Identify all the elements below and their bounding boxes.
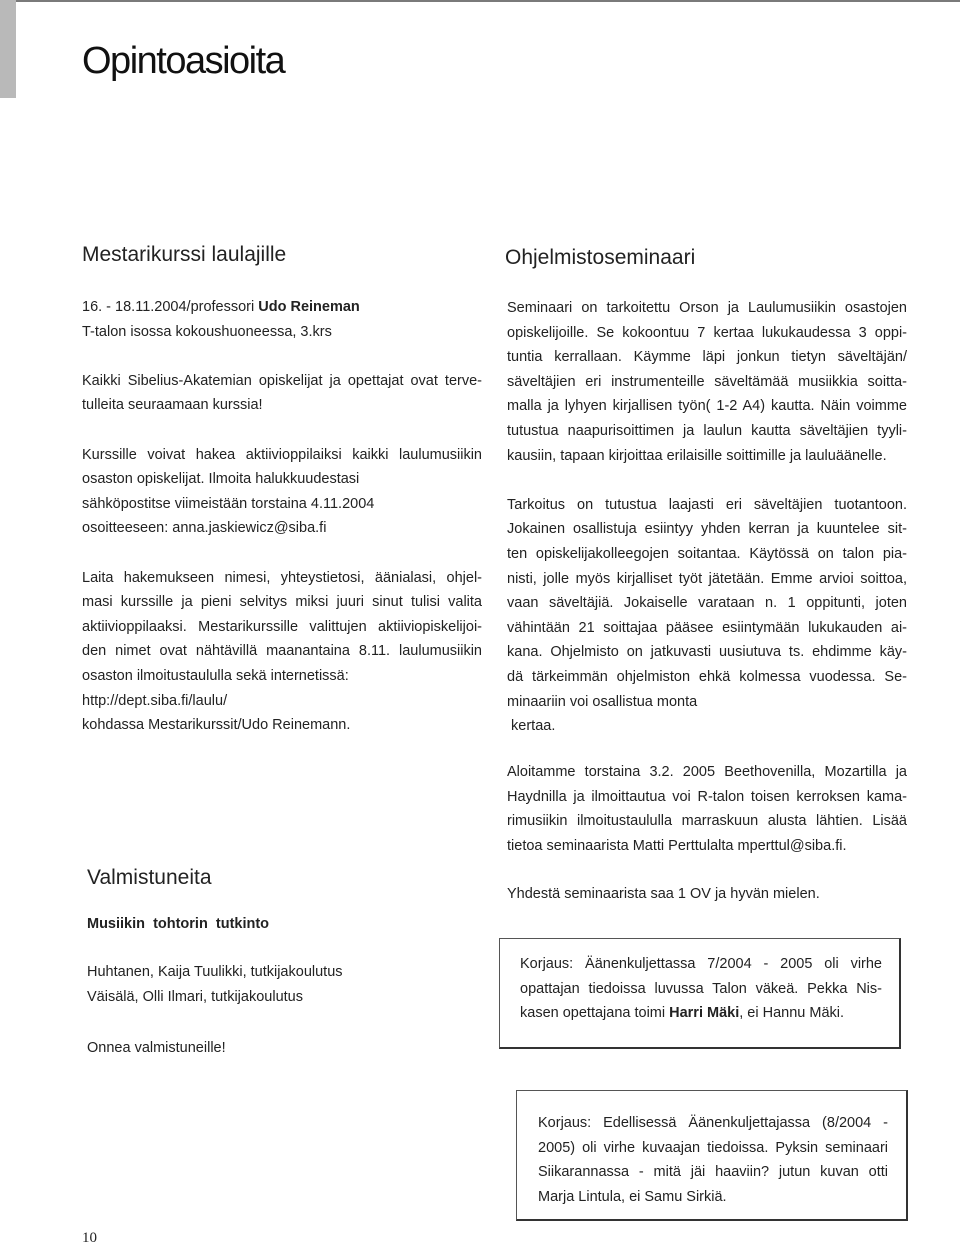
correction-1-text: Korjaus: Äänenkuljettassa 7/2004 - 2005 oli virhe opattajan tiedoissa luvussa Talon väkeä. Pekka Nis- kasen opettajana toimi Harri Mäki, ei Hannu Mäki.: [520, 956, 882, 1022]
graduates-subheading: Musiikin tohtorin tutkinto: [87, 916, 270, 932]
correction-box-2: [516, 1090, 908, 1221]
masterclass-apply: Kurssille voivat hakea aktiivioppilaiksi kaikki laulumusiikin osaston opiskelijat. Ilmoita halukkuudestasi sähköpostitse viimeistään torstaina 4.11.2004 osoitteeseen: anna.jaskiewicz@siba.fi: [82, 443, 482, 541]
seminar-body-top: [507, 296, 907, 739]
masterclass-email: osoitteeseen: anna.jaskiewicz@siba.fi: [82, 520, 327, 537]
seminar-purpose: Tarkoitus on tutustua laajasti eri säveltäjien tuotantoon. Jokainen osallistuja esiintyy yhden kerran ja kuuntelee sit- ten opiskelijakolleegojen soitantaa. Käytössä on talon pia- nisti, jolle myös kirjalliset työt jätetään. Emme arvioi soittoa, vaan säveltäjiä. Jokaiselle varataan n. 1 oppitunti, joten vähintään 21 soittajaa pääsee esiintymään lukukauden ai- kana. Ohjelmisto on jatkuvasti uusiutuva ts. ehdimme käy- dä tärkeimmän ohjelmiston ehkä kolmessa vuodessa. Se- minaariin voi osallistua monta kertaa.: [507, 496, 907, 735]
top-rule: [16, 0, 960, 2]
page-title: Opintoasioita: [82, 40, 285, 82]
teacher-name: Udo Reineman: [258, 299, 360, 315]
correction-box-1: [499, 938, 901, 1049]
graduates-list: [87, 960, 417, 1009]
masterclass-body: [82, 295, 482, 738]
graduate-name: Väisälä, Olli Ilmari, tutkijakoulutus: [87, 988, 303, 1005]
correction-2-text: Korjaus: Edellisessä Äänenkuljettajassa (8/2004 - 2005) oli virhe kuvaajan tiedoissa. Pyksin seminaari Siikarannassa - mitä jäi haaviin? jutun kuvan otti Marja Lintula, ei Samu Sirkiä.: [538, 1115, 888, 1205]
corrected-name: Harri Mäki: [669, 1005, 740, 1022]
masterclass-application-info: Laita hakemukseen nimesi, yhteystietosi, äänialasi, ohjel- masi kurssille ja pieni selvitys miksi juuri sinut tulisi valita aktiivioppilaaksi. Mestarikurssille valittujen aktiiviopiskelijoi- den nimet ovat nähtävillä maanantaina 8.11. laulumusiikin osaston ilmoitustaululla sekä internetissä: http://dept.siba.fi/laulu/ kohdassa Mestarikurssit/Udo Reinemann.: [82, 569, 482, 734]
seminar-intro: Seminaari on tarkoitettu Orson ja Laulumusiikin osastojen opiskelijoille. Se kokoontuu 7 kertaa lukukaudessa 3 oppi- tuntia kerrallaan. Käymme läpi jonkun tietyn säveltäjän/ säveltäjien eri instrumenteille säveltämää musiikkia soitta- malla ja lyhyen kirjallisen työn( 1-2 A4) kautta. Näin voimme tutustua naapurisoittimen ja laulun kautta säveltäjien tyyli- kausiin, tapaan kirjoittaa erilaisille soittimille ja lauluäänelle.: [507, 300, 907, 464]
seminar-heading: Ohjelmistoseminaari: [505, 246, 696, 269]
masterclass-dates: 16. - 18.11.2004/professori Udo Reineman T-talon isossa kokoushuoneessa, 3.krs: [82, 299, 360, 340]
seminar-body-bottom: [507, 760, 907, 858]
masterclass-heading: Mestarikurssi laulajille: [82, 243, 287, 266]
masterclass-welcome: Kaikki Sibelius-Akatemian opiskelijat ja opettajat ovat terve- tulleita seuraamaan kurssia!: [82, 372, 482, 414]
page-number: 10: [82, 1230, 97, 1246]
seminar-start: Aloitamme torstaina 3.2. 2005 Beethovenilla, Mozartilla ja Haydnilla ja ilmoittautua voi R-talon toisen kerroksen kama- rimusiikin ilmoitustaululla marraskuun alusta lähtien. Lisää tietoa seminaarista Matti Perttulalta mperttul@siba.fi.: [507, 760, 907, 858]
graduates-congrats: Onnea valmistuneille!: [87, 1040, 226, 1056]
masterclass-url: http://dept.siba.fi/laulu/: [82, 692, 228, 709]
seminar-contact: tietoa seminaarista Matti Perttulalta mperttul@siba.fi.: [507, 837, 847, 854]
page-edge-bar: [0, 0, 16, 98]
seminar-credit: Yhdestä seminaarista saa 1 OV ja hyvän mielen.: [507, 886, 820, 902]
graduate-name: Huhtanen, Kaija Tuulikki, tutkijakoulutus: [87, 964, 343, 980]
graduates-heading: Valmistuneita: [87, 866, 212, 889]
